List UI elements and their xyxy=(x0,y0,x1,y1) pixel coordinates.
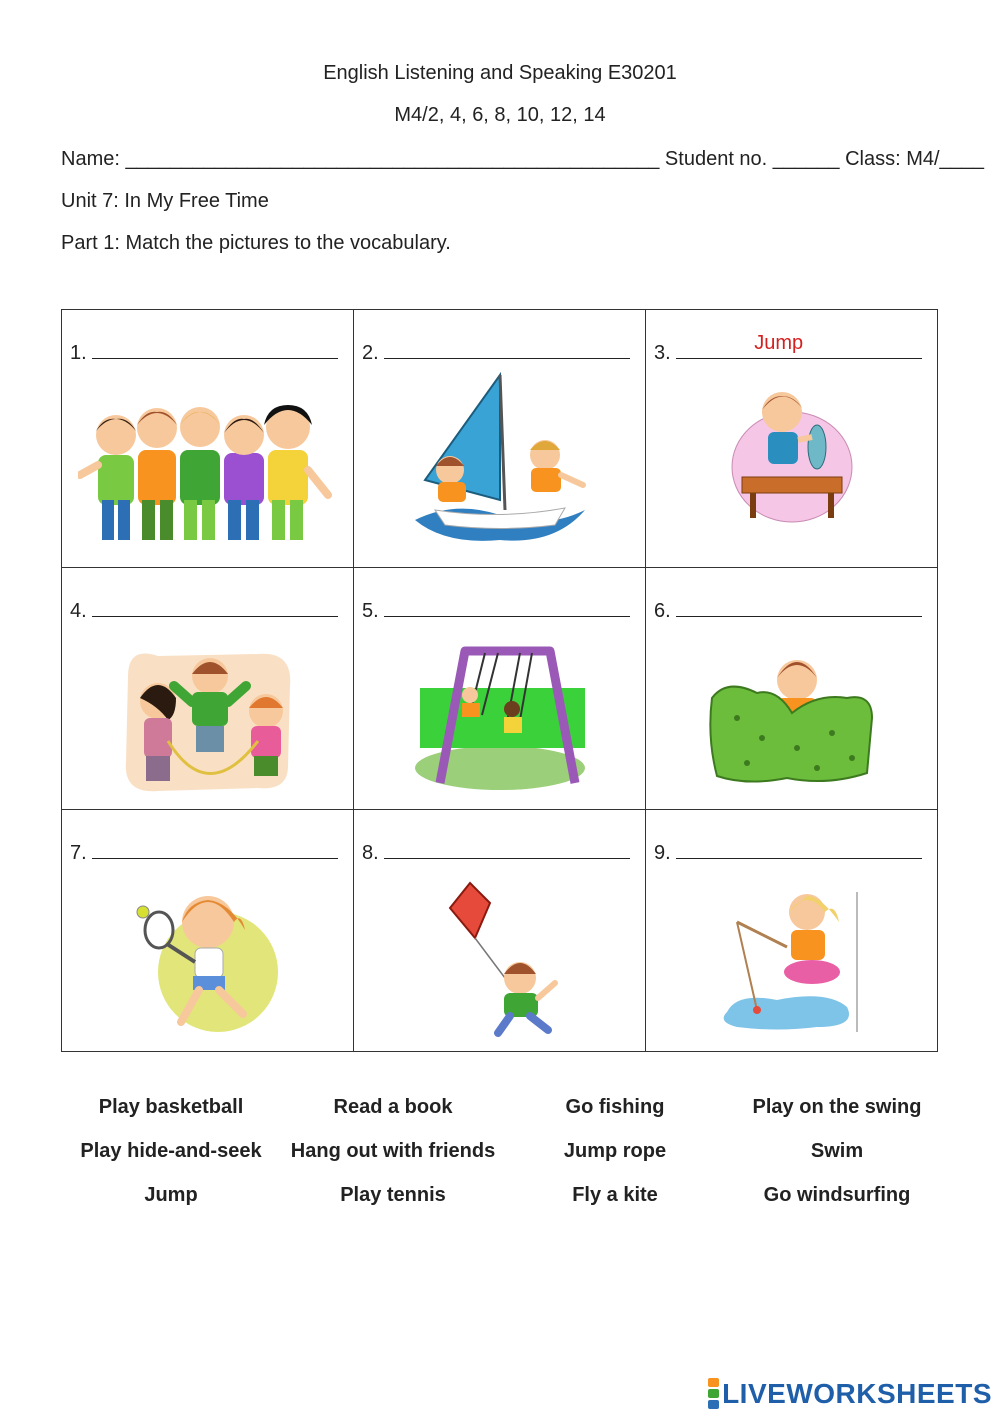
vocab-item[interactable]: Play on the swing xyxy=(752,1096,922,1118)
picture-grid xyxy=(61,309,938,1052)
swing-image xyxy=(354,643,645,793)
cell-4 xyxy=(62,568,354,810)
answer-input-3[interactable] xyxy=(676,332,922,359)
cell-number: 6. xyxy=(654,600,671,622)
jump-rope-image xyxy=(62,646,353,796)
tennis-image xyxy=(62,882,353,1037)
vocabulary-bank xyxy=(60,1093,948,1209)
vocab-item[interactable]: Swim xyxy=(810,1140,864,1162)
cell-number: 4. xyxy=(70,600,87,622)
vocab-item[interactable]: Jump rope xyxy=(563,1140,667,1162)
liveworksheets-logo xyxy=(708,1377,992,1410)
name-line: Name: ________________________________________________ Student no. ______ Class: M4/____ xyxy=(61,148,985,170)
cell-number: 1. xyxy=(70,342,87,364)
vocab-item[interactable]: Go fishing xyxy=(565,1096,665,1118)
answer-input-1[interactable] xyxy=(92,338,338,359)
vocab-item[interactable]: Play tennis xyxy=(340,1184,446,1206)
kite-image xyxy=(354,878,645,1038)
vocab-item[interactable]: Read a book xyxy=(333,1096,453,1118)
cell-number: 2. xyxy=(362,342,379,364)
answer-input-7[interactable] xyxy=(92,838,338,859)
cell-3 xyxy=(646,310,938,568)
answer-input-5[interactable] xyxy=(384,596,630,617)
cell-number: 9. xyxy=(654,842,671,864)
vocab-item[interactable]: Fly a kite xyxy=(572,1184,658,1206)
unit-title: Unit 7: In My Free Time xyxy=(61,190,269,212)
cell-6 xyxy=(646,568,938,810)
cell-5 xyxy=(354,568,646,810)
group-of-friends-image xyxy=(62,395,353,550)
answer-input-8[interactable] xyxy=(384,838,630,859)
vocab-item[interactable]: Jump xyxy=(144,1184,198,1206)
cell-number: 8. xyxy=(362,842,379,864)
cell-1 xyxy=(62,310,354,568)
answer-input-4[interactable] xyxy=(92,596,338,617)
vocab-item[interactable]: Hang out with friends xyxy=(290,1140,496,1162)
fishing-image xyxy=(646,882,937,1037)
hide-and-seek-image xyxy=(646,638,937,788)
cell-9 xyxy=(646,810,938,1052)
logo-icon xyxy=(708,1377,719,1410)
cell-number: 5. xyxy=(362,600,379,622)
logo-text: LIVEWORKSHEETS xyxy=(722,1377,992,1409)
vocab-item[interactable]: Go windsurfing xyxy=(763,1184,911,1206)
vocab-item[interactable]: Play basketball xyxy=(98,1096,244,1118)
cell-2 xyxy=(354,310,646,568)
cell-number: 7. xyxy=(70,842,87,864)
cell-7 xyxy=(62,810,354,1052)
class-list: M4/2, 4, 6, 8, 10, 12, 14 xyxy=(394,104,606,126)
windsurfing-image xyxy=(354,370,645,550)
answer-text: Jump xyxy=(754,332,804,354)
answer-input-2[interactable] xyxy=(384,338,630,359)
answer-input-6[interactable] xyxy=(676,596,922,617)
part-instruction: Part 1: Match the pictures to the vocabulary. xyxy=(61,232,451,254)
cell-number: 3. xyxy=(654,342,671,364)
jumping-hurdle-image xyxy=(646,382,937,527)
vocab-item[interactable]: Play hide-and-seek xyxy=(80,1140,262,1162)
answer-input-9[interactable] xyxy=(676,838,922,859)
cell-8 xyxy=(354,810,646,1052)
worksheet-title: English Listening and Speaking E30201 xyxy=(323,62,677,84)
